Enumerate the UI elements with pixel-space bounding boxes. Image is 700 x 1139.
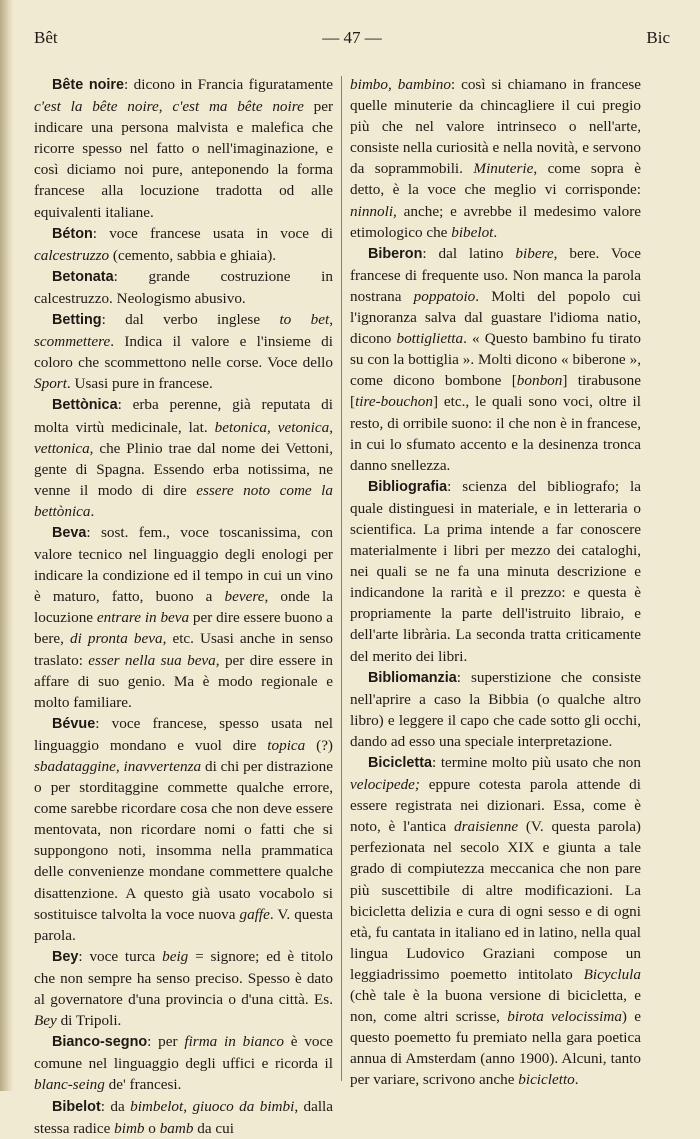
entry-headword: Bicicletta — [368, 755, 432, 771]
italic-term: bamb — [159, 1119, 194, 1137]
entry-text: : superstizione che consiste nell'aprire a caso la Bibbia (o qualche altro libro) e leggere il capo che cade sotto gli occhi, dando ad esso una speciale interpretazione. — [350, 668, 641, 750]
entry-text: , dalla stessa radice — [34, 1097, 334, 1137]
italic-term: bonbon — [516, 372, 563, 390]
italic-term: ninnoli — [350, 202, 394, 220]
dictionary-entry — [34, 223, 333, 266]
entry-headword: Betting — [52, 312, 102, 329]
italic-term: velocipede; — [350, 776, 420, 794]
entry-text: . — [574, 1071, 579, 1089]
entry-text: (V. questa parola) perfezionata nel secolo XIX e giunta a tale grado di compiutezza meccanica che non pare più suscettibile di altre modificazioni. La bicicletta delizia e cura di ogni sesso e di ogni età, fu cantata in italiano ed in latino, nella qual lingua Ludovico Graziani compose un leggiadrissimo poemetto intitolato — [350, 818, 641, 983]
dictionary-entry — [34, 74, 333, 223]
italic-term: to bet — [279, 311, 330, 329]
italic-term: betonica — [214, 418, 267, 436]
dictionary-entry — [34, 713, 333, 946]
entry-headword: Biberon — [368, 245, 423, 262]
page-number: — 47 — — [322, 28, 382, 47]
dictionary-entry — [350, 752, 641, 1091]
italic-term: firma in bianco — [184, 1033, 284, 1051]
italic-term: tire-bouchon — [355, 393, 433, 411]
entry-headword: Bête noire — [52, 77, 125, 93]
running-head-right: Bic — [646, 28, 670, 47]
italic-term: bibere — [515, 244, 554, 262]
entry-text: : termine molto più usato che non — [432, 754, 641, 771]
entry-text: . Usasi pure in francese. — [66, 375, 213, 393]
entry-text: : così si chiamano in francese quelle minuterie da chincagliere il cui pregio più che nel valore intrinseco o nell'arte, consiste nella curiosità e nella novità, e servono da soprammobili. — [350, 76, 642, 178]
dictionary-entry — [34, 394, 333, 522]
entry-text: . Molti del popolo cui l'ignoranza salva dal guastare l'idioma natio, dicono — [350, 287, 641, 348]
entry-text: . — [493, 223, 498, 241]
dictionary-entry — [34, 1031, 333, 1095]
italic-term: bibelot — [451, 223, 494, 241]
entry-continuation — [350, 74, 641, 243]
italic-term: scommettere — [34, 333, 111, 351]
dictionary-entry — [34, 522, 333, 713]
entry-text: , — [183, 1097, 193, 1115]
entry-text: : dicono in Francia figuratamente — [124, 76, 333, 93]
entry-text: , bere. Voce francese di frequente uso. Non manca la parola nostrana — [350, 244, 641, 305]
entry-text: de' francesi. — [104, 1076, 182, 1094]
page-spine-shadow — [0, 0, 14, 1091]
entry-text: (chè tale è la buona versione di bicicletta, e non, come altri scrisse, — [350, 987, 641, 1026]
entry-text: , — [266, 418, 278, 436]
entry-text: : erba perenne, già reputata di molta virtù medicinale, lat. — [34, 396, 333, 436]
entry-text: per dire essere buono a bere, — [34, 609, 333, 648]
italic-term: Sport — [34, 375, 67, 393]
entry-text: , — [329, 311, 333, 329]
italic-term: birota velocissima — [507, 1008, 622, 1026]
entry-text: (cemento, sabbia e ghiaia). — [109, 246, 277, 264]
italic-term: inavvertenza — [123, 758, 202, 775]
entry-headword: Beva — [52, 524, 87, 541]
italic-term: bimbelot — [130, 1097, 184, 1115]
right-column — [350, 74, 641, 1091]
entry-text: (?) — [305, 736, 333, 754]
italic-term: gaffe — [239, 905, 270, 923]
dictionary-entry — [350, 243, 641, 476]
italic-term: blanc-seing — [34, 1076, 105, 1094]
italic-term: topica — [267, 736, 306, 754]
dictionary-entry — [34, 946, 333, 1031]
entry-text: ] etc., le quali sono voci, oltre il resto, di orribile suono: il che non è in francese, in cui lo sfumato accento e la desinenza tronca danno snellezza. — [350, 393, 641, 474]
italic-term: c'est ma bête noire — [172, 98, 304, 116]
entry-text: eppure cotesta parola attende di essere registrata nei dizionari. Essa, come è noto, è l'antica — [350, 776, 641, 836]
italic-term: c'est la bête noire — [34, 98, 159, 116]
page-header — [34, 28, 670, 54]
italic-term: Bey — [34, 1012, 57, 1030]
entry-text: = signore; ed è titolo che non sempre ha senso preciso. Spesso è dato al governatore d'una provincia o d'una città. Es. — [34, 947, 333, 1009]
entry-text: di chi per distrazione o per storditaggine commette qualche errore, come sarebbe ricordare cosa che non deve essere mentovata, non ricordare nomi o fatti che si suppongono noti, insomma nella prammatica delle convenienze mondane commettere qualche disattenzione. A questo già usato vocabolo si sostituisce talvolta la voce nuova — [34, 758, 334, 923]
entry-headword: Bibliografia — [368, 478, 448, 495]
dictionary-entry — [350, 476, 641, 667]
entry-text: , — [387, 76, 398, 93]
running-head-left: Bêt — [34, 28, 58, 47]
dictionary-entry — [34, 1096, 333, 1139]
italic-term: bicicletto — [518, 1071, 575, 1089]
entry-text: ) e questo poemetto fu premiato nella gara poetica annua di Amsterdam (anno 1900). Alcuni, tanto per variare, scrivono anche — [350, 1008, 641, 1089]
entry-text: . Indica il valore e l'insieme di coloro che scommettono nelle corse. Voce dello — [34, 333, 333, 372]
entry-headword: Bey — [52, 948, 79, 965]
entry-headword: Bettònica — [52, 397, 118, 414]
left-column — [34, 74, 333, 1139]
entry-text: di Tripoli. — [56, 1012, 122, 1030]
entry-text: : da — [100, 1097, 131, 1115]
entry-text: : dal verbo inglese — [101, 311, 280, 329]
entry-text: , — [158, 98, 173, 116]
italic-term: essere noto come la bettònica — [34, 481, 333, 520]
entry-headword: Bibliomanzia — [368, 669, 457, 686]
entry-text: , — [115, 758, 124, 775]
dictionary-entry — [350, 667, 641, 752]
entry-text: , onde la locuzione — [34, 588, 333, 627]
italic-term: vetonica — [277, 418, 330, 436]
italic-term: giuoco da bimbi — [192, 1097, 295, 1115]
entry-text: , per dire essere in affare di suo genio. Ma è modo regionale e molto familiare. — [34, 651, 333, 711]
entry-text: , — [329, 418, 333, 436]
entry-text: : per — [147, 1033, 185, 1051]
italic-term: bottiglietta — [396, 330, 464, 348]
italic-term: poppatoio — [413, 287, 476, 305]
entry-text: , che Plinio trae dal nome dei Vettoni, gente di Spagna. Essendo erba notissima, ne venne il modo di dire — [34, 439, 333, 499]
entry-text: o — [144, 1119, 160, 1137]
entry-text: per indicare una persona malvista e malefica che ricorre spesso nel fatto o nell'imaginazione, e così diciamo noi pure, anteponendo la forma francese alla locuzione tradotta od alle equivalenti italiane. — [34, 98, 333, 221]
entry-text: . — [90, 502, 95, 520]
entry-text: è voce comune nel linguaggio degli uffici e ricorda il — [34, 1033, 333, 1073]
italic-term: beig — [162, 947, 189, 965]
italic-term: bambino — [397, 76, 451, 93]
entry-text: : dal latino — [422, 244, 516, 262]
entry-text: da cui — [193, 1119, 234, 1137]
entry-text: , etc. Usasi anche in senso traslato: — [34, 630, 333, 669]
entry-text: , come sopra è detto, è la voce che meglio vi corrisponde: — [350, 160, 641, 199]
italic-term: draisienne — [453, 818, 519, 836]
entry-headword: Bianco-segno — [52, 1034, 148, 1051]
italic-term: sbadataggine — [34, 758, 116, 775]
italic-term: entrare in beva — [96, 609, 190, 627]
italic-term: bevere — [224, 588, 265, 606]
italic-term: esser nella sua beva — [88, 651, 216, 669]
entry-text: : sost. fem., voce toscanissima, con valore tecnico nel linguaggio degli enologi per indicare la condizione ed il tempo in cui un vino è maturo, fatto, buono a — [34, 523, 333, 606]
italic-term: bimb — [114, 1119, 145, 1137]
dictionary-entry — [34, 309, 333, 394]
italic-term: Minuterie — [473, 160, 534, 178]
italic-term: di pronta beva — [70, 630, 163, 648]
entry-text: : voce francese, spesso usata nel linguaggio mondano e vuol dire — [34, 714, 333, 754]
entry-text: : scienza del bibliografo; la quale distinguesi in materiale, e in letteraria o scientifica. La prima intende a far conoscere materialmente i libri per mezzo dei cataloghi, nei quali se ne fa una minuta descrizione e indicandone la rarità e il prezzo: e questa è propriamente la parte dell'istruito libraio, e dell'arte librària. La seconda tratta criticamente del merito dei libri. — [350, 477, 641, 665]
column-divider — [341, 76, 342, 1081]
entry-text: . « Questo bambino fu tirato su con la bottiglia ». Molti dicono « biberone », come dicono bombone [ — [350, 330, 641, 390]
entry-headword: Béton — [52, 225, 93, 242]
entry-headword: Bévue — [52, 715, 96, 732]
italic-term: bimbo — [350, 76, 388, 93]
entry-text: : voce francese usata in voce di — [92, 224, 333, 242]
entry-text: , anche; e avrebbe il medesimo valore etimologico che — [350, 202, 641, 241]
entry-text: ] tirabusone [ — [350, 372, 641, 411]
entry-text: . V. questa parola. — [34, 905, 333, 944]
entry-text: : grande costruzione in calcestruzzo. Neologismo abusivo. — [34, 267, 333, 307]
dictionary-entry — [34, 266, 333, 309]
entry-text: : voce turca — [78, 947, 163, 965]
italic-term: Bicyclula — [583, 965, 641, 983]
italic-term: calcestruzzo — [34, 246, 110, 264]
entry-headword: Bibelot — [52, 1098, 101, 1115]
italic-term: vettonica — [34, 439, 90, 457]
entry-headword: Betonata — [52, 268, 114, 285]
